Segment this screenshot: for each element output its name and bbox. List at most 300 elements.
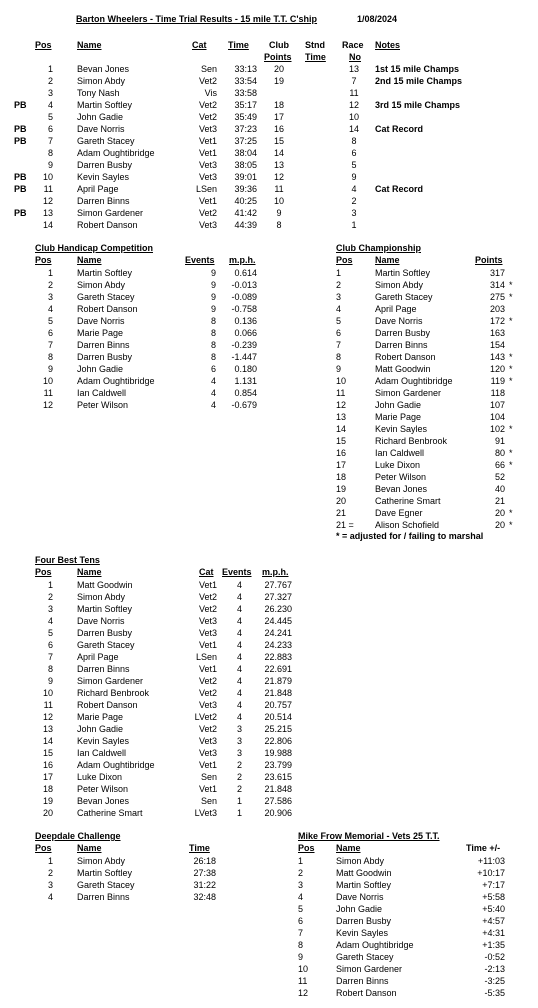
rider-name-cell: Adam Oughtibridge	[336, 940, 414, 950]
rider-name-cell: Simon Gardener	[77, 208, 144, 218]
frow-row	[0, 855, 538, 867]
frow-row	[0, 927, 538, 939]
time-cell: 38:05	[234, 160, 257, 170]
results-notes-header: Notes	[375, 40, 401, 50]
note-cell: Cat Record	[375, 184, 424, 194]
club-points-cell: 19	[273, 76, 284, 86]
results-points-header: Points	[264, 52, 292, 62]
events-cell: 9	[210, 304, 216, 314]
rider-name-cell: Gareth Stacey	[77, 292, 135, 302]
race-number-cell: 7	[351, 76, 357, 86]
race-number-cell: 3	[351, 208, 357, 218]
position-cell: 13	[42, 724, 53, 734]
events-cell: 4	[236, 628, 242, 638]
rider-name-cell: Simon Abdy	[375, 280, 424, 290]
position-cell: 2	[47, 592, 53, 602]
best-tens-name-header: Name	[77, 567, 102, 577]
championship-row	[0, 411, 538, 423]
points-cell: 107	[489, 400, 505, 410]
rider-name-cell: Peter Wilson	[77, 400, 129, 410]
time-diff-cell: +4:31	[482, 928, 505, 938]
category-cell: Vet2	[198, 724, 217, 734]
marshal-adjust-marker: *	[509, 364, 513, 374]
position-cell: 10	[42, 376, 53, 386]
best-tens-row	[0, 711, 538, 723]
position-cell: 8	[336, 352, 342, 362]
position-cell: 4	[47, 616, 53, 626]
rider-name-cell: Dave Egner	[375, 508, 423, 518]
events-cell: 4	[236, 676, 242, 686]
events-cell: 8	[210, 316, 216, 326]
category-cell: Vet3	[198, 736, 217, 746]
position-cell: 12	[42, 400, 53, 410]
result-row	[0, 207, 538, 219]
position-cell: 5	[336, 316, 342, 326]
position-cell: 10	[336, 376, 347, 386]
category-cell: Vet3	[198, 172, 217, 182]
position-cell: 5	[47, 628, 53, 638]
frow-row	[0, 867, 538, 879]
position-cell: 6	[336, 328, 342, 338]
time-diff-cell: +4:57	[482, 916, 505, 926]
marshal-adjust-marker: *	[509, 520, 513, 530]
rider-name-cell: Darren Binns	[336, 976, 389, 986]
rider-name-cell: Martin Softley	[77, 868, 133, 878]
rider-name-cell: Adam Oughtibridge	[77, 148, 155, 158]
events-cell: 4	[236, 616, 242, 626]
mph-cell: 20.757	[264, 700, 292, 710]
position-cell: 4	[47, 892, 53, 902]
category-cell: Vet1	[198, 760, 217, 770]
position-cell: 4	[47, 100, 53, 110]
rider-name-cell: Marie Page	[375, 412, 422, 422]
time-cell: 32:48	[193, 892, 216, 902]
position-cell: 1	[47, 268, 53, 278]
points-cell: 104	[489, 412, 505, 422]
marshal-adjust-marker: *	[509, 508, 513, 518]
club-points-cell: 15	[273, 136, 284, 146]
championship-row	[0, 327, 538, 339]
championship-row	[0, 447, 538, 459]
events-cell: 6	[210, 364, 216, 374]
marshal-adjust-marker: *	[509, 376, 513, 386]
events-cell: 2	[236, 784, 242, 794]
best-tens-row	[0, 615, 538, 627]
time-cell: 33:58	[234, 88, 257, 98]
best-tens-row	[0, 639, 538, 651]
championship-footnote: * = adjusted for / failing to marshal	[336, 531, 484, 541]
rider-name-cell: Bevan Jones	[375, 484, 428, 494]
deepdale-name-header: Name	[77, 843, 102, 853]
race-number-cell: 2	[351, 196, 357, 206]
time-cell: 38:04	[234, 148, 257, 158]
category-cell: Sen	[200, 796, 217, 806]
frow-name-header: Name	[336, 843, 361, 853]
rider-name-cell: Richard Benbrook	[375, 436, 448, 446]
marshal-adjust-marker: *	[509, 316, 513, 326]
result-row	[0, 147, 538, 159]
rider-name-cell: April Page	[77, 652, 119, 662]
race-number-cell: 1	[351, 220, 357, 230]
position-cell: 19	[42, 796, 53, 806]
position-cell: 9	[47, 364, 53, 374]
mph-cell: 0.136	[234, 316, 257, 326]
position-cell: 9	[298, 952, 304, 962]
position-cell: 11	[298, 976, 308, 986]
rider-name-cell: Luke Dixon	[375, 460, 421, 470]
time-cell: 31:22	[193, 880, 216, 890]
rider-name-cell: Darren Busby	[375, 328, 431, 338]
best-tens-row	[0, 687, 538, 699]
position-cell: 12	[42, 196, 53, 206]
points-cell: 120	[489, 364, 505, 374]
category-cell: Vet2	[198, 76, 217, 86]
mph-cell: -0.239	[231, 340, 257, 350]
position-cell: 6	[47, 640, 53, 650]
rider-name-cell: Kevin Sayles	[336, 928, 389, 938]
frow-row	[0, 951, 538, 963]
position-cell: 5	[47, 112, 53, 122]
rider-name-cell: Gareth Stacey	[336, 952, 394, 962]
position-cell: 14	[42, 736, 53, 746]
championship-row	[0, 375, 538, 387]
championship-row	[0, 267, 538, 279]
results-stnd-header: Stnd	[305, 40, 325, 50]
rider-name-cell: Marie Page	[77, 712, 124, 722]
points-cell: 52	[494, 472, 505, 482]
championship-row	[0, 399, 538, 411]
results-race-header: Race	[342, 40, 364, 50]
frow-row	[0, 963, 538, 975]
mph-cell: -0.679	[231, 400, 257, 410]
rider-name-cell: Tony Nash	[77, 88, 120, 98]
race-number-cell: 11	[349, 88, 359, 98]
club-points-cell: 12	[273, 172, 284, 182]
mph-cell: 19.988	[264, 748, 292, 758]
frow-row	[0, 879, 538, 891]
rider-name-cell: Catherine Smart	[77, 808, 143, 818]
handicap-events-header: Events	[185, 255, 215, 265]
best-tens-row	[0, 783, 538, 795]
championship-points-header: Points	[475, 255, 503, 265]
report-title: Barton Wheelers - Time Trial Results - 15 mile T.T. C'ship	[76, 14, 318, 24]
position-cell: 15	[336, 436, 347, 446]
mph-cell: -0.758	[231, 304, 257, 314]
result-row	[0, 171, 538, 183]
mph-cell: 22.691	[264, 664, 292, 674]
position-cell: 15	[42, 748, 53, 758]
marshal-adjust-marker: *	[509, 424, 513, 434]
events-cell: 4	[236, 652, 242, 662]
mph-cell: 0.854	[234, 388, 257, 398]
rider-name-cell: Matt Goodwin	[375, 364, 431, 374]
championship-row	[0, 303, 538, 315]
position-cell: 14	[42, 220, 53, 230]
results-pos-header: Pos	[35, 40, 52, 50]
position-cell: 17	[42, 772, 53, 782]
rider-name-cell: Peter Wilson	[77, 784, 129, 794]
time-cell: 35:17	[234, 100, 257, 110]
rider-name-cell: Darren Busby	[77, 160, 133, 170]
category-cell: Vet3	[198, 124, 217, 134]
position-cell: 13	[336, 412, 347, 422]
club-points-cell: 18	[273, 100, 284, 110]
club-points-cell: 11	[274, 184, 284, 194]
results-stnd-time-header: Time	[305, 52, 326, 62]
events-cell: 8	[210, 328, 216, 338]
events-cell: 2	[236, 772, 242, 782]
events-cell: 4	[236, 640, 242, 650]
rider-name-cell: Darren Binns	[77, 340, 130, 350]
category-cell: Sen	[200, 772, 217, 782]
best-tens-pos-header: Pos	[35, 567, 52, 577]
position-cell: 1	[47, 64, 53, 74]
rider-name-cell: Martin Softley	[77, 100, 133, 110]
rider-name-cell: Peter Wilson	[375, 472, 427, 482]
position-cell: 5	[47, 316, 53, 326]
mph-cell: 20.906	[264, 808, 292, 818]
club-points-cell: 20	[273, 64, 284, 74]
race-number-cell: 4	[351, 184, 357, 194]
position-cell: 9	[47, 676, 53, 686]
points-cell: 203	[489, 304, 505, 314]
events-cell: 4	[236, 604, 242, 614]
position-cell: 18	[42, 784, 53, 794]
time-cell: 37:23	[234, 124, 257, 134]
events-cell: 1	[236, 796, 242, 806]
best-tens-row	[0, 579, 538, 591]
position-cell: 1	[298, 856, 304, 866]
points-cell: 21	[494, 496, 505, 506]
events-cell: 8	[210, 340, 216, 350]
note-cell: Cat Record	[375, 124, 424, 134]
category-cell: Vet2	[198, 592, 217, 602]
best-tens-row	[0, 603, 538, 615]
result-row	[0, 87, 538, 99]
points-cell: 20	[494, 520, 505, 530]
rider-name-cell: Marie Page	[77, 328, 124, 338]
position-cell: 7	[336, 340, 342, 350]
rider-name-cell: Martin Softley	[77, 268, 133, 278]
points-cell: 172	[489, 316, 505, 326]
points-cell: 20	[494, 508, 505, 518]
frow-title: Mike Frow Memorial - Vets 25 T.T.	[298, 831, 440, 841]
mph-cell: 27.586	[264, 796, 292, 806]
rider-name-cell: Simon Abdy	[77, 76, 126, 86]
time-diff-cell: +11:03	[477, 856, 505, 866]
events-cell: 4	[236, 712, 242, 722]
championship-pos-header: Pos	[336, 255, 353, 265]
points-cell: 119	[490, 376, 505, 386]
category-cell: Vet1	[198, 664, 217, 674]
rider-name-cell: Dave Norris	[77, 316, 125, 326]
rider-name-cell: Darren Binns	[77, 196, 130, 206]
rider-name-cell: Matt Goodwin	[77, 580, 133, 590]
results-club-header: Club	[269, 40, 289, 50]
points-cell: 143	[489, 352, 505, 362]
position-cell: 7	[47, 136, 53, 146]
race-number-cell: 13	[348, 64, 359, 74]
rider-name-cell: Simon Abdy	[77, 592, 126, 602]
position-cell: 2	[47, 280, 53, 290]
category-cell: Vet2	[198, 688, 217, 698]
time-diff-cell: +1:35	[482, 940, 505, 950]
rider-name-cell: John Gadie	[77, 724, 124, 734]
category-cell: Vet3	[198, 220, 217, 230]
championship-row	[0, 363, 538, 375]
championship-row	[0, 471, 538, 483]
result-row	[0, 135, 538, 147]
best-tens-cat-header: Cat	[199, 567, 214, 577]
result-row	[0, 159, 538, 171]
position-cell: 9	[336, 364, 342, 374]
rider-name-cell: April Page	[77, 184, 119, 194]
position-cell: 16	[336, 448, 347, 458]
time-cell: 33:54	[234, 76, 257, 86]
note-cell: 3rd 15 mile Champs	[375, 100, 461, 110]
result-row	[0, 75, 538, 87]
handicap-title: Club Handicap Competition	[35, 243, 153, 253]
mph-cell: 24.241	[264, 628, 292, 638]
points-cell: 163	[489, 328, 505, 338]
category-cell: Sen	[200, 64, 217, 74]
championship-row	[0, 519, 538, 531]
position-cell: 6	[47, 124, 53, 134]
position-cell: 12	[336, 400, 347, 410]
position-cell: 8	[47, 664, 53, 674]
rider-name-cell: Gareth Stacey	[77, 136, 135, 146]
position-cell: 2	[47, 76, 53, 86]
events-cell: 1	[236, 808, 242, 818]
category-cell: Vet1	[198, 136, 217, 146]
time-diff-cell: -0:52	[484, 952, 505, 962]
handicap-pos-header: Pos	[35, 255, 52, 265]
rider-name-cell: Simon Gardener	[375, 388, 442, 398]
points-cell: 275	[489, 292, 505, 302]
mph-cell: 23.615	[264, 772, 292, 782]
pb-marker: PB	[14, 172, 27, 182]
time-cell: 27:38	[193, 868, 216, 878]
rider-name-cell: Ian Caldwell	[375, 448, 425, 458]
position-cell: 8	[47, 148, 53, 158]
category-cell: Vet3	[198, 628, 217, 638]
position-cell: 10	[298, 964, 309, 974]
mph-cell: 25.215	[264, 724, 292, 734]
category-cell: Vet3	[198, 160, 217, 170]
best-tens-row	[0, 675, 538, 687]
category-cell: Vet3	[198, 748, 217, 758]
race-number-cell: 5	[351, 160, 357, 170]
marshal-adjust-marker: *	[509, 460, 513, 470]
mph-cell: -1.447	[231, 352, 257, 362]
rider-name-cell: Darren Busby	[77, 352, 133, 362]
time-cell: 40:25	[234, 196, 257, 206]
position-cell: 3	[47, 88, 53, 98]
position-cell: 3	[336, 292, 342, 302]
rider-name-cell: Kevin Sayles	[77, 736, 130, 746]
race-number-cell: 14	[348, 124, 359, 134]
best-tens-row	[0, 723, 538, 735]
events-cell: 4	[210, 376, 216, 386]
best-tens-events-header: Events	[222, 567, 252, 577]
category-cell: Vis	[204, 88, 217, 98]
result-row	[0, 63, 538, 75]
pb-marker: PB	[14, 136, 27, 146]
position-cell: 3	[298, 880, 304, 890]
championship-row	[0, 435, 538, 447]
position-cell: 2	[336, 280, 342, 290]
club-points-cell: 9	[276, 208, 282, 218]
rider-name-cell: Ian Caldwell	[77, 748, 127, 758]
rider-name-cell: Simon Gardener	[336, 964, 403, 974]
championship-row	[0, 507, 538, 519]
position-cell: 10	[42, 172, 53, 182]
championship-name-header: Name	[375, 255, 400, 265]
rider-name-cell: John Gadie	[77, 112, 124, 122]
points-cell: 40	[494, 484, 505, 494]
pb-marker: PB	[14, 124, 27, 134]
mph-cell: 20.514	[264, 712, 292, 722]
note-cell: 1st 15 mile Champs	[375, 64, 460, 74]
time-diff-cell: +7:17	[482, 880, 505, 890]
category-cell: Vet2	[198, 676, 217, 686]
events-cell: 9	[210, 292, 216, 302]
race-number-cell: 6	[351, 148, 357, 158]
best-tens-row	[0, 627, 538, 639]
marshal-adjust-marker: *	[509, 352, 513, 362]
best-tens-row	[0, 663, 538, 675]
position-cell: 6	[47, 328, 53, 338]
pb-marker: PB	[14, 100, 27, 110]
mph-cell: 0.180	[234, 364, 257, 374]
best-tens-row	[0, 795, 538, 807]
rider-name-cell: Robert Danson	[77, 700, 138, 710]
mph-cell: 22.806	[264, 736, 292, 746]
championship-row	[0, 423, 538, 435]
points-cell: 102	[489, 424, 505, 434]
frow-row	[0, 939, 538, 951]
time-cell: 44:39	[234, 220, 257, 230]
rider-name-cell: Luke Dixon	[77, 772, 123, 782]
points-cell: 118	[490, 388, 505, 398]
marshal-adjust-marker: *	[509, 280, 513, 290]
mph-cell: 21.879	[264, 676, 292, 686]
best-tens-mph-header: m.p.h.	[262, 567, 289, 577]
position-cell: 21	[336, 508, 347, 518]
position-cell: 10	[42, 688, 53, 698]
rider-name-cell: Kevin Sayles	[77, 172, 130, 182]
events-cell: 3	[236, 748, 242, 758]
frow-pos-header: Pos	[298, 843, 315, 853]
position-cell: 12	[298, 988, 309, 998]
position-cell: 16	[42, 760, 53, 770]
points-cell: 317	[489, 268, 505, 278]
deepdale-title: Deepdale Challenge	[35, 831, 121, 841]
time-diff-cell: +10:17	[477, 868, 505, 878]
position-cell: 14	[336, 424, 347, 434]
position-cell: 11	[43, 184, 53, 194]
results-no-header: No	[349, 52, 361, 62]
mph-cell: 1.131	[234, 376, 257, 386]
frow-row	[0, 987, 538, 999]
rider-name-cell: Alison Schofield	[375, 520, 440, 530]
mph-cell: -0.013	[231, 280, 257, 290]
position-cell: 9	[47, 160, 53, 170]
race-number-cell: 12	[348, 100, 359, 110]
best-tens-row	[0, 699, 538, 711]
mph-cell: 23.799	[264, 760, 292, 770]
championship-row	[0, 459, 538, 471]
